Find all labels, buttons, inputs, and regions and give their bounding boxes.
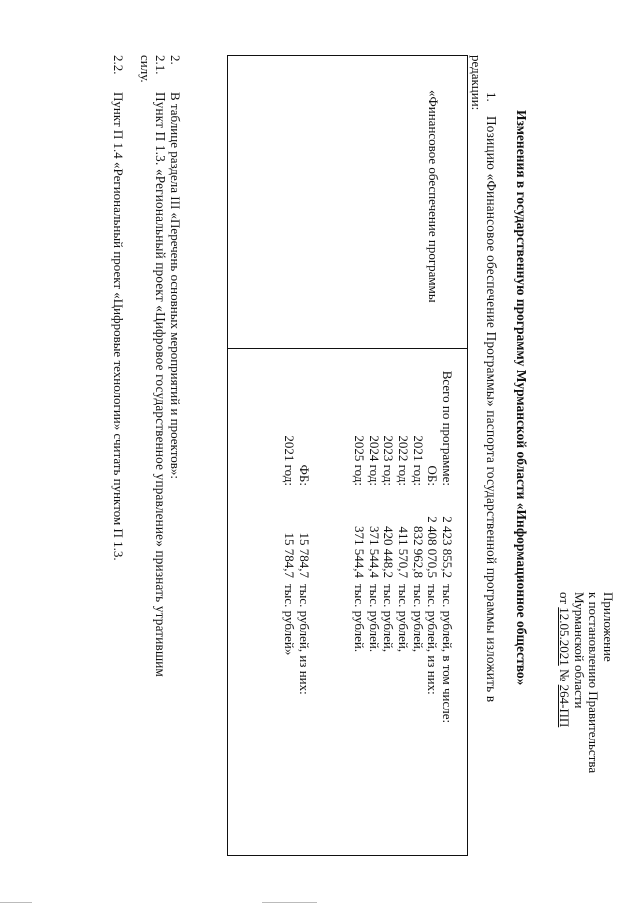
table-row-value: 15 784,7: [282, 532, 297, 578]
table-row-unit: тыс. рублей.: [367, 584, 382, 653]
section-1-text: Позицию «Финансовое обеспечение Программы» паспорта государственной программы изложить в: [484, 116, 499, 703]
date-prefix: от: [557, 592, 572, 608]
table-row-unit: тыс. рублей,: [396, 584, 411, 653]
section-2-number: 2.: [168, 55, 183, 65]
table-row-unit: тыс. рублей,: [381, 584, 396, 653]
document-title: Изменения в государственную программу Мурманской области «Информационное общество»: [514, 110, 529, 686]
scan-mark: [0, 902, 32, 903]
table-row-value: 420 448,2: [381, 526, 396, 578]
table-row-value: 371 544,4: [367, 526, 382, 578]
table-row-label: 2021 год:: [282, 435, 297, 486]
table-row-value: 15 784,7: [297, 532, 312, 578]
section-1-number: 1.: [484, 92, 499, 102]
table-row-label: ФБ:: [297, 464, 312, 486]
section-2-2-number: 2.2.: [111, 55, 126, 75]
table-row-label: 2021 год:: [411, 435, 426, 486]
section-2-1-text: Пункт П 1.3. «Региональный проект «Цифровое государственное управление» признать утратившим: [153, 92, 168, 678]
table-row-unit: тыс. рублей, из них:: [297, 584, 312, 695]
section-2-1-number: 2.1.: [153, 55, 168, 75]
table-row-unit: тыс. рублей»: [282, 584, 297, 656]
document-date: 12.05.2021: [557, 607, 572, 666]
table-row-value: 371 544,4: [352, 526, 367, 578]
header-date-line: [558, 592, 571, 727]
scan-mark: [262, 902, 317, 903]
table-row-label: 2025 год:: [352, 435, 367, 486]
section-2-text: В таблице раздела III «Перечень основных мероприятий и проектов»:: [168, 92, 183, 479]
table-left-cell: «Финансовое обеспечение программы: [426, 90, 441, 303]
table-row-value: 411 570,7: [396, 526, 411, 578]
table-row-unit: тыс. рублей,: [411, 584, 426, 653]
table-row-value: 2 408 070,5: [425, 516, 440, 578]
number-sign: №: [557, 665, 572, 685]
section-2-1-text-cont: силу.: [138, 55, 153, 83]
table-row-label: ОБ:: [425, 465, 440, 486]
document-number: 264-ПП: [557, 684, 572, 728]
table-row-label: 2022 год:: [396, 435, 411, 486]
section-2-2-text: Пункт П 1.4 «Региональный проект «Цифровые технологии» считать пунктом П 1.3.: [111, 92, 126, 561]
header-line-2: к постановлению Правительства: [586, 592, 601, 774]
table-row-label: Всего по программе:: [440, 370, 455, 486]
header-line-3: Мурманской области: [572, 592, 587, 709]
table-row-value: 832 962,8: [411, 526, 426, 578]
table-row-unit: тыс. рублей, в том числе:: [440, 584, 455, 724]
table-row-unit: тыс. рублей, из них:: [425, 584, 440, 695]
section-1-text-cont: редакции:: [469, 55, 484, 111]
table-row-unit: тыс. рублей.: [352, 584, 367, 653]
table-row-label: 2023 год:: [381, 435, 396, 486]
table-row-label: 2024 год:: [367, 435, 382, 486]
header-line-1: Приложение: [601, 592, 616, 662]
table-row-value: 2 423 855,2: [440, 516, 455, 578]
